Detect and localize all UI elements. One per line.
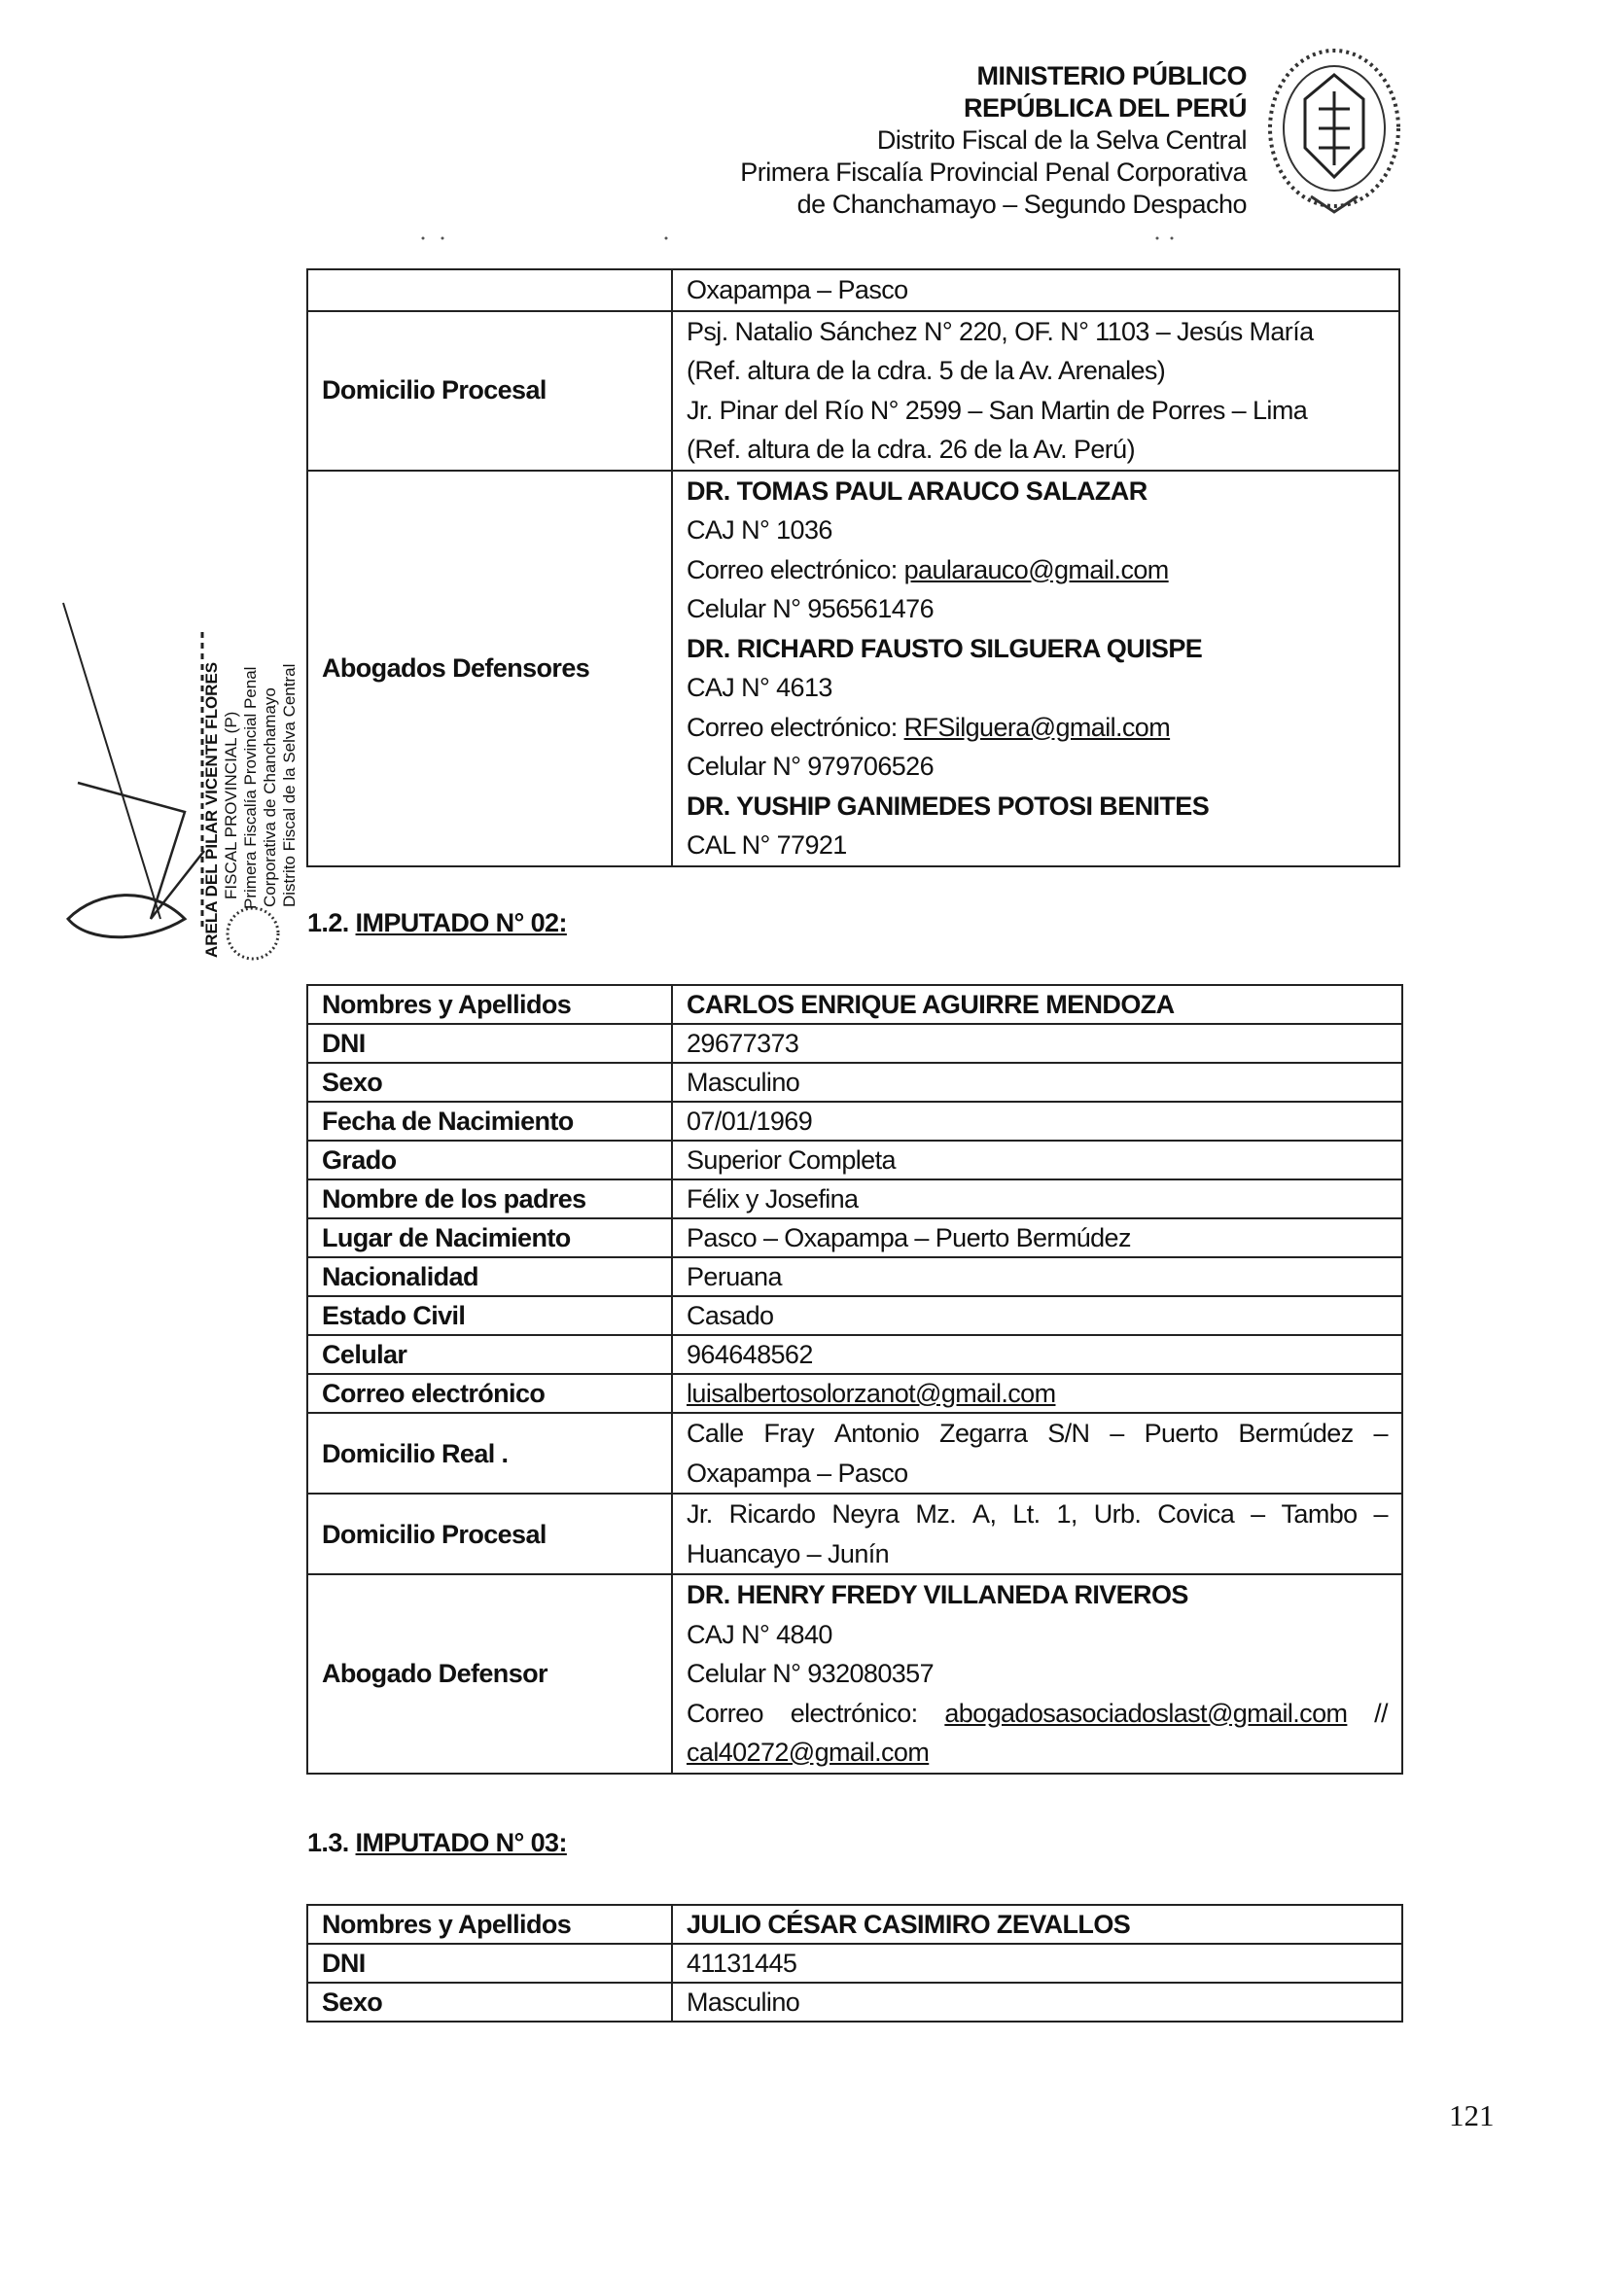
address-line: (Ref. altura de la cdra. 26 de la Av. Perú) [687, 435, 1135, 464]
table-label-cell: Sexo [307, 1983, 672, 2022]
lawyer-phone: Celular N° 956561476 [687, 594, 934, 623]
lawyer-name: DR. RICHARD FAUSTO SILGUERA QUISPE [687, 633, 1203, 663]
lawyer-email-line: Correo electrónico: RFSilguera@gmail.com [687, 712, 1171, 742]
table-label-cell: Abogados Defensores [307, 471, 672, 866]
table-label-cell: Fecha de Nacimiento [307, 1102, 672, 1141]
address-line: Jr. Pinar del Río N° 2599 – San Martin de Porres – Lima [687, 395, 1308, 425]
section-heading-defendant-3 [307, 1828, 567, 1858]
table-row [307, 1179, 1402, 1218]
table-value-cell: Pasco – Oxapampa – Puerto Bermúdez [672, 1218, 1402, 1257]
section-title: IMPUTADO N° 02: [355, 908, 567, 937]
section-number: 1.2. [307, 908, 356, 937]
table-value-cell [672, 1494, 1402, 1574]
stamp-office-2: Corporativa de Chanchamayo [261, 687, 279, 907]
lawyer-caj: CAJ N° 4613 [687, 673, 832, 702]
stamp-office: Primera Fiscalía Provincial Penal [241, 666, 260, 909]
table-row [307, 1063, 1402, 1102]
header-republic: REPÚBLICA DEL PERÚ [963, 93, 1247, 123]
table-row [307, 1413, 1402, 1494]
lawyer-name: DR. TOMAS PAUL ARAUCO SALAZAR [687, 475, 1147, 506]
table-label-cell [307, 269, 672, 311]
prosecutor-signature-stamp [58, 598, 301, 968]
table-value-cell: Masculino [672, 1063, 1402, 1102]
table-label-cell: Nacionalidad [307, 1257, 672, 1296]
header-district: Distrito Fiscal de la Selva Central [876, 125, 1247, 155]
table-value-cell [672, 1574, 1402, 1774]
table-value-cell: Superior Completa [672, 1141, 1402, 1179]
table-row [307, 1574, 1402, 1774]
table-value-cell: Casado [672, 1296, 1402, 1335]
address-line-justified: Calle Fray Antonio Zegarra S/N – Puerto Bermúdez – [687, 1419, 1388, 1448]
defendant-2-table [306, 984, 1403, 1775]
table-row [307, 1296, 1402, 1335]
table-row [307, 1218, 1402, 1257]
lawyer-cal: CAL N° 77921 [687, 830, 847, 860]
email-link[interactable]: RFSilguera@gmail.com [903, 712, 1171, 742]
email-link[interactable]: abogadosasociadoslast@gmail.com [944, 1698, 1348, 1728]
address-line: Psj. Natalio Sánchez N° 220, OF. N° 1103 – Jesús María [687, 316, 1314, 346]
letterhead [740, 60, 1247, 221]
defendant-1-table-continued [306, 268, 1400, 867]
address-line: Huancayo – Junín [687, 1538, 890, 1568]
table-value-cell: 29677373 [672, 1024, 1402, 1063]
table-row [307, 1102, 1402, 1141]
table-row [307, 1944, 1402, 1983]
table-label-cell: Domicilio Procesal [307, 311, 672, 471]
table-label-cell: Lugar de Nacimiento [307, 1218, 672, 1257]
table-row [307, 1335, 1402, 1374]
table-value-cell: 41131445 [672, 1944, 1402, 1983]
table-value-cell: Félix y Josefina [672, 1179, 1402, 1218]
table-label-cell: Nombre de los padres [307, 1179, 672, 1218]
table-value-cell [672, 1374, 1402, 1413]
table-row [307, 1494, 1402, 1574]
email-link[interactable]: paularauco@gmail.com [903, 554, 1169, 584]
stamp-prosecutor-name: ARELA DEL PILAR VICENTE FLORES [202, 661, 221, 958]
lawyer-name: DR. HENRY FREDY VILLANEDA RIVEROS [687, 1580, 1188, 1609]
lawyer-email-line: Correo electrónico: abogadosasociadoslast@gmail.com // [687, 1694, 1388, 1734]
table-row [307, 1905, 1402, 1944]
table-value-cell: CARLOS ENRIQUE AGUIRRE MENDOZA [672, 985, 1402, 1024]
table-value-cell [672, 311, 1399, 471]
ministry-seal-image [1254, 31, 1410, 226]
email-link[interactable]: cal40272@gmail.com [687, 1738, 930, 1767]
table-row [307, 985, 1402, 1024]
email-link[interactable]: luisalbertosolorzanot@gmail.com [687, 1379, 1056, 1408]
section-heading-defendant-2 [307, 908, 567, 938]
table-label-cell: Correo electrónico [307, 1374, 672, 1413]
address-line: (Ref. altura de la cdra. 5 de la Av. Arenales) [687, 356, 1166, 385]
table-row [307, 311, 1399, 471]
table-value-cell: Masculino [672, 1983, 1402, 2022]
table-label-cell: DNI [307, 1024, 672, 1063]
table-value-cell: 07/01/1969 [672, 1102, 1402, 1141]
table-label-cell: Estado Civil [307, 1296, 672, 1335]
page-number: 121 [1449, 2098, 1495, 2132]
table-row [307, 269, 1399, 311]
table-row [307, 1141, 1402, 1179]
stamp-title: FISCAL PROVINCIAL (P) [222, 711, 240, 899]
table-row [307, 471, 1399, 866]
address-line-justified: Jr. Ricardo Neyra Mz. A, Lt. 1, Urb. Covica – Tambo – [687, 1499, 1388, 1529]
lawyer-name: DR. YUSHIP GANIMEDES POTOSI BENITES [687, 791, 1210, 821]
stamp-district: Distrito Fiscal de la Selva Central [280, 663, 299, 907]
table-value-cell: Peruana [672, 1257, 1402, 1296]
header-office: Primera Fiscalía Provincial Penal Corporativa [740, 158, 1247, 187]
section-title: IMPUTADO N° 03: [355, 1828, 567, 1857]
table-label-cell: Grado [307, 1141, 672, 1179]
table-value-cell: Oxapampa – Pasco [672, 269, 1399, 311]
lawyer-caj: CAJ N° 4840 [687, 1619, 832, 1649]
table-row [307, 1257, 1402, 1296]
table-row [307, 1374, 1402, 1413]
lawyer-phone: Celular N° 932080357 [687, 1659, 934, 1688]
table-label-cell: Domicilio Procesal [307, 1494, 672, 1574]
lawyer-phone: Celular N° 979706526 [687, 752, 934, 781]
header-ministry: MINISTERIO PÚBLICO [976, 61, 1247, 90]
table-label-cell: Nombres y Apellidos [307, 1905, 672, 1944]
table-value-cell [672, 1413, 1402, 1494]
header-office-dispatch: de Chanchamayo – Segundo Despacho [796, 190, 1247, 219]
table-label-cell: Nombres y Apellidos [307, 985, 672, 1024]
lawyer-email-line-2 [687, 1733, 1388, 1773]
table-value-cell [672, 471, 1399, 866]
table-row [307, 1024, 1402, 1063]
header-divider [418, 235, 1196, 241]
address-line: Oxapampa – Pasco [687, 1458, 908, 1488]
table-label-cell: DNI [307, 1944, 672, 1983]
section-number: 1.3. [307, 1828, 356, 1857]
table-value-cell: 964648562 [672, 1335, 1402, 1374]
table-label-cell: Domicilio Real . [307, 1413, 672, 1494]
defendant-3-table [306, 1904, 1403, 2023]
table-row [307, 1983, 1402, 2022]
lawyer-caj: CAJ N° 1036 [687, 515, 832, 545]
table-label-cell: Sexo [307, 1063, 672, 1102]
lawyer-email-line: Correo electrónico: paularauco@gmail.com [687, 554, 1169, 584]
table-label-cell: Celular [307, 1335, 672, 1374]
table-value-cell: JULIO CÉSAR CASIMIRO ZEVALLOS [672, 1905, 1402, 1944]
table-label-cell: Abogado Defensor [307, 1574, 672, 1774]
